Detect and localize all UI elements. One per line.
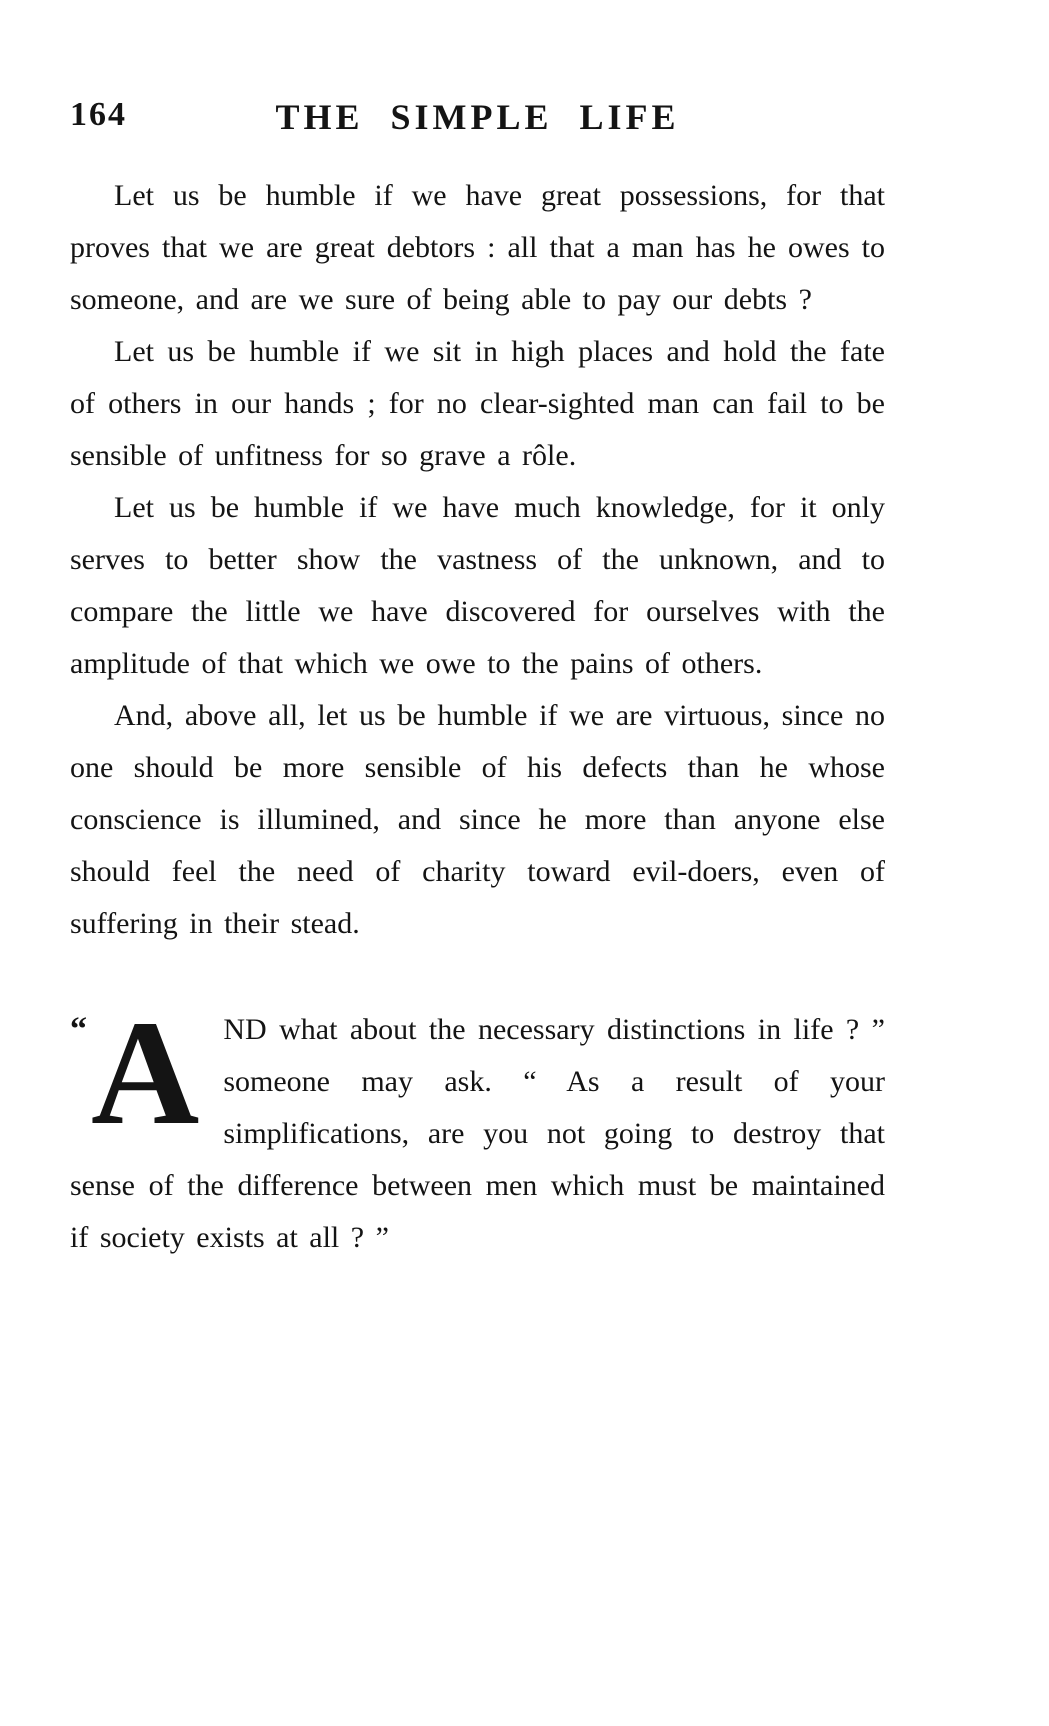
dropcap-letter: A [91,990,200,1156]
new-section [70,990,885,1264]
running-head [70,96,885,144]
dropcap-paragraph [70,990,885,1264]
page-number: 164 [70,96,127,133]
section-text: ND what about the necessary distinctions in life ? ” someone may ask. “ As a result of your simplifications, are you not going to destroy that sense of the difference between men which must be maintained if society exists at all ? ” [70,1013,885,1254]
opening-quote-mark: “ [70,1011,87,1048]
page-title: THE SIMPLE LIFE [275,97,680,137]
body-text [70,170,885,950]
paragraph: Let us be humble if we have great possessions, for that proves that we are great debtors : all that a man has he owes to someone, and are we sure of being able to pay our debts ? [70,179,885,316]
paragraph: Let us be humble if we sit in high places and hold the fate of others in our hands ; for no clear-sighted man can fail to be sensible of unfitness for so grave a rôle. [70,335,885,472]
paragraph: Let us be humble if we have much knowledge, for it only serves to better show the vastness of the unknown, and to compare the little we have discovered for ourselves with the amplitude of that which we owe to the pains of others. [70,491,885,680]
paragraph: And, above all, let us be humble if we are virtuous, since no one should be more sensible of his defects than he whose conscience is illumined, and since he more than anyone else should feel the need of charity toward evil-doers, even of suffering in their stead. [70,699,885,940]
